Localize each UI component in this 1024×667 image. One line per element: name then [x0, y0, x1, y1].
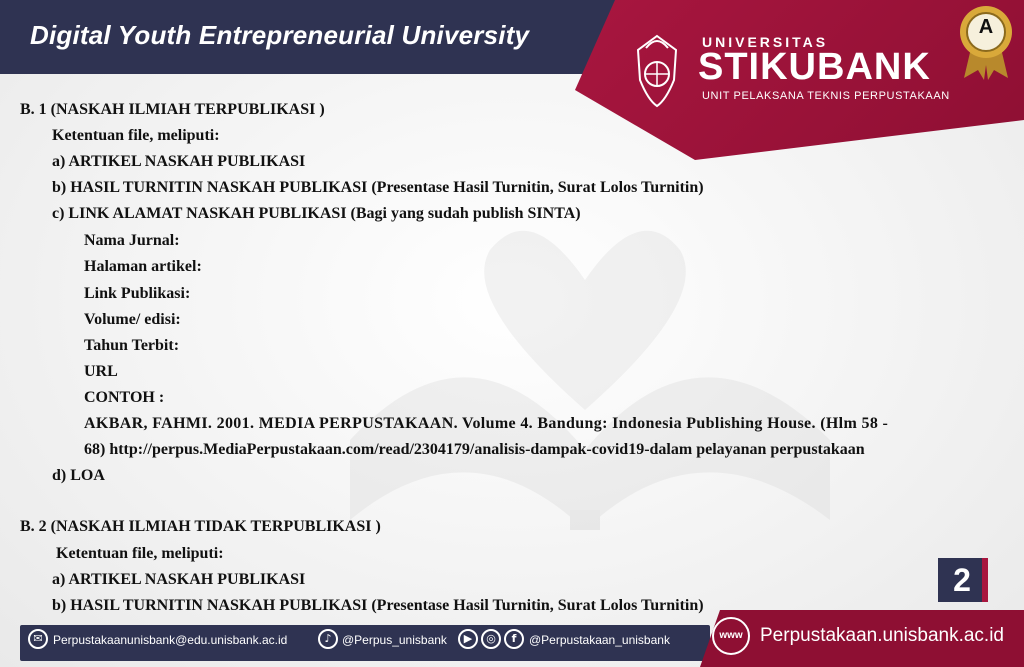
- section-b2-item-b: b) HASIL TURNITIN NASKAH PUBLIKASI (Presentase Hasil Turnitin, Surat Lolos Turnitin): [52, 597, 704, 614]
- section-b1-item-c: c) LINK ALAMAT NASKAH PUBLIKASI (Bagi yang sudah publish SINTA): [52, 205, 581, 222]
- example-citation-line-2: 68) http://perpus.MediaPerpustakaan.com/read/2304179/analisis-dampak-covid19-dalam pelayanan perpustakaan: [84, 441, 865, 458]
- page-number: 2: [938, 558, 986, 602]
- section-b2-heading: B. 2 (NASKAH ILMIAH TIDAK TERPUBLIKASI ): [20, 518, 381, 535]
- badge-letter: A: [978, 16, 994, 38]
- footer-tiktok[interactable]: @Perpus_unisbank: [342, 633, 447, 647]
- globe-icon[interactable]: www: [712, 617, 750, 655]
- field-nama-jurnal: Nama Jurnal:: [84, 232, 180, 249]
- section-b1-item-b: b) HASIL TURNITIN NASKAH PUBLIKASI (Presentase Hasil Turnitin, Surat Lolos Turnitin): [52, 179, 704, 196]
- footer-email[interactable]: Perpustakaanunisbank@edu.unisbank.ac.id: [53, 633, 288, 647]
- section-b1-item-a: a) ARTIKEL NASKAH PUBLIKASI: [52, 153, 306, 170]
- footer-website[interactable]: Perpustakaan.unisbank.ac.id: [760, 625, 1004, 646]
- field-url: URL: [84, 363, 118, 380]
- page-number-accent: [982, 558, 988, 602]
- field-halaman-artikel: Halaman artikel:: [84, 258, 202, 275]
- section-b1-intro: Ketentuan file, meliputi:: [52, 127, 220, 144]
- instagram-icon[interactable]: ◎: [481, 629, 501, 649]
- header-title: Digital Youth Entrepreneurial University: [30, 20, 530, 50]
- field-tahun-terbit: Tahun Terbit:: [84, 337, 180, 354]
- logo-line-unit: UNIT PELAKSANA TEKNIS PERPUSTAKAAN: [702, 90, 950, 102]
- facebook-icon[interactable]: f: [504, 629, 524, 649]
- section-b1-heading: B. 1 (NASKAH ILMIAH TERPUBLIKASI ): [20, 101, 325, 118]
- field-link-publikasi: Link Publikasi:: [84, 285, 191, 302]
- logo-line-universitas: UNIVERSITAS: [702, 34, 829, 50]
- footer-social-handle[interactable]: @Perpustakaan_unisbank: [529, 633, 670, 647]
- logo-line-stikubank: STIKUBANK: [698, 46, 931, 88]
- section-b2-item-a: a) ARTIKEL NASKAH PUBLIKASI: [52, 571, 306, 588]
- example-label: CONTOH :: [84, 389, 165, 406]
- tiktok-icon[interactable]: ♪: [318, 629, 338, 649]
- section-b1-item-d: d) LOA: [52, 467, 105, 484]
- mail-icon[interactable]: ✉: [28, 629, 48, 649]
- section-b2-intro: Ketentuan file, meliputi:: [56, 545, 224, 562]
- example-citation-line-1: AKBAR, FAHMI. 2001. MEDIA PERPUSTAKAAN. Volume 4. Bandung: Indonesia Publishing House. (Hlm 58 -: [84, 415, 889, 432]
- youtube-icon[interactable]: ▶: [458, 629, 478, 649]
- field-volume-edisi: Volume/ edisi:: [84, 311, 181, 328]
